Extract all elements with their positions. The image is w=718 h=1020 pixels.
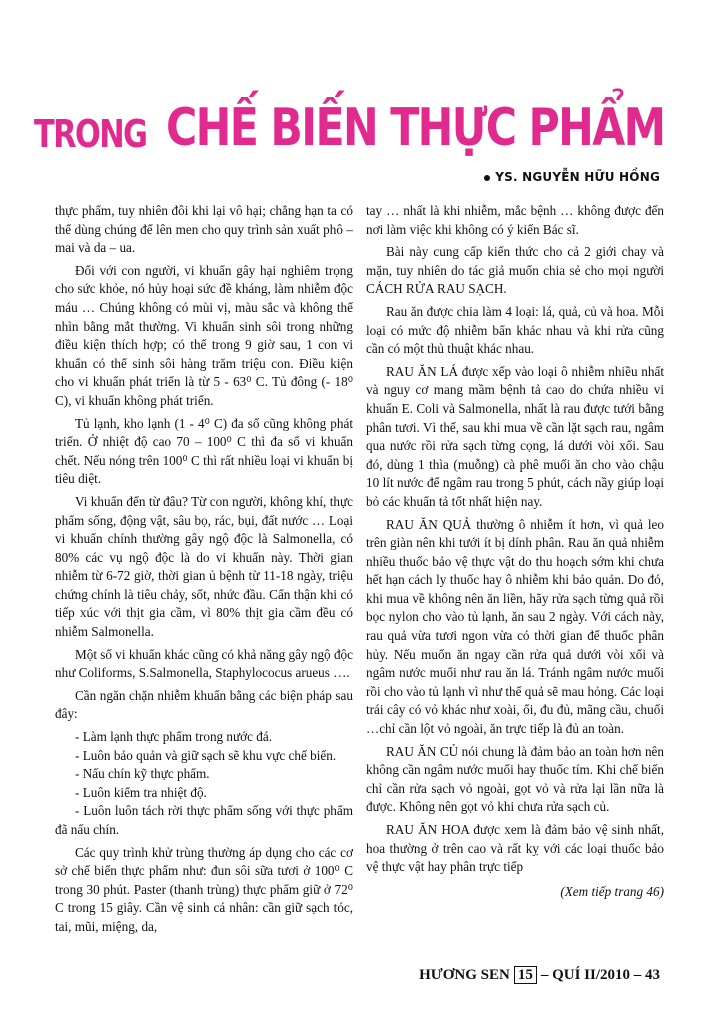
paragraph: Bài này cung cấp kiến thức cho cả 2 giới chay và mặn, tuy nhiên do tác giả muốn chia sẻ cho mọi người CÁCH RỬA RAU SẠCH. xyxy=(366,244,664,297)
paragraph: Một số vi khuẩn khác cũng có khả năng gây ngộ độc như Coliforms, S.Salmonella, Staphylococus arueus …. xyxy=(55,646,353,681)
issue-period: – QUÍ II/2010 – 43 xyxy=(540,967,660,983)
paragraph: Rau ăn được chia làm 4 loại: lá, quả, củ và hoa. Mỗi loại có mức độ nhiễm bẩn khác nhau và khi rửa cũng cần có một thủ thuật khác nhau. xyxy=(366,303,664,357)
paragraph: Tủ lạnh, kho lạnh (1 - 4⁰ C) đa số cũng không phát triển. Ở nhiệt độ cao 70 – 100⁰ C thì đa số vi khuẩn chết. Nếu nóng trên 100⁰ C thì rất nhiều loại vi khuẩn bị tiêu diệt. xyxy=(55,415,353,487)
paragraph: RAU ĂN HOA được xem là đảm bảo vệ sinh nhất, hoa thường ở trên cao và rất kỵ với các loại thuốc bảo vệ thực vật hay phân trực tiếp xyxy=(366,822,664,875)
bullet-icon xyxy=(484,175,490,181)
left-column xyxy=(55,202,353,941)
paragraph: RAU ĂN QUẢ thường ô nhiễm ít hơn, vì quả leo trên giàn nên khi tưới ít bị dính phân. Rau ăn quả nhiễm nhiều thuốc bảo vệ thực vật do thu hoạch sớm khi chưa hết hạn cách ly thuốc hay ô nhiễm khi bảo quản. Do đó, khi mua về không nên ăn liền, hãy rửa sạch từng quả rồi bọc nylon cho vào tủ lạnh, ăn sau 2 ngày. Với cách này, rau quả vừa tươi ngon vừa có thời gian để thuốc phân hủy. Nếu muốn ăn ngay cần rửa quả dưới vòi xối và ngâm nước muối như rau ăn lá. Tránh ngâm nước muối rồi cho vào tủ lạnh vì như thế quả sẽ mau hỏng. Các loại trái cây có vỏ khác như xoài, ổi, đu đủ, mãng cầu, chuối …chỉ cần lột vỏ ngoài, ăn trực tiếp là đủ an toàn. xyxy=(366,516,664,737)
page-footer xyxy=(419,966,660,984)
paragraph: Các quy trình khử trùng thường áp dụng cho các cơ sở chế biến thực phẩm như: đun sôi sữa tươi ở 100⁰ C trong 30 phút. Paster (thanh trùng) thực phẩm giữ ở 72⁰ C trong 15 giây. Cần vệ sinh cá nhân: cần giữ sạch tóc, tai, mũi, miệng, da, xyxy=(55,844,353,934)
measure-item: - Luôn kiểm tra nhiệt độ. xyxy=(75,784,207,800)
measure-item: - Làm lạnh thực phẩm trong nước đá. xyxy=(75,729,273,745)
author-byline xyxy=(484,170,660,184)
author-name: YS. NGUYỄN HỮU HỒNG xyxy=(495,170,660,184)
paragraph: Vi khuẩn đến từ đâu? Từ con người, không khí, thực phẩm sống, động vật, sâu bọ, rác, bụi, đất nước … Loại vi khuẩn chính thường gây ngộ độc là Salmonella, có 80% các vụ ngộ độc là do vi khuẩn này. Thời gian nhiễm từ 6-72 giờ, thời gian ủ bệnh từ 11-18 ngày, triệu chứng chính là tiêu chảy, sốt, nhức đầu. Cẩn thận khi có tiếp xúc với thịt gia cầm, vì 80% thịt gia cầm đều có nhiễm Salmonella. xyxy=(55,493,353,640)
headline-prefix: TRONG xyxy=(34,112,147,156)
measure-item: - Luôn luôn tách rời thực phẩm sống với thực phẩm đã nấu chín. xyxy=(55,803,353,837)
paragraph: Đối với con người, vi khuẩn gây hại nghiêm trọng cho sức khỏe, nó hủy hoại sức đề kháng, làm nhiễm độc máu … Chúng không có mùi vị, màu sắc và không thể nhìn bằng mắt thường. Vi khuẩn sinh sôi trong những điều kiện thích hợp; có thể trong 9 giờ sau, 1 con vi khuẩn có thể sinh sôi hàng trăm triệu con. Điều kiện cho vi khuẩn phát triển là từ 5 - 63⁰ C. Tủ đông (- 18⁰ C), vi khuẩn không phát triển. xyxy=(55,262,353,408)
issue-number: 15 xyxy=(514,966,537,984)
paragraph: Cần ngăn chặn nhiễm khuẩn bằng các biện pháp sau đây: xyxy=(55,687,353,722)
measure-item: - Nấu chín kỹ thực phẩm. xyxy=(75,766,210,782)
headline-main: CHẾ BIẾN THỰC PHẨM xyxy=(166,98,665,158)
paragraph: RAU ĂN LÁ được xếp vào loại ô nhiễm nhiều nhất và nguy cơ mang mầm bệnh tả cao do chứa nhiều vi khuẩn E. Coli và Salmonella, nhất là rau được tưới bằng phân tươi. Vì thế, sau khi mua về cần lặt sạch rau, ngâm qua nước rồi rửa sạch từng cọng, lá dưới vòi xối. Sau đó, dùng 1 thìa (muỗng) cà phê muối ăn cho vào chậu 10 lít nước để ngâm rau trong 5 phút, cách nầy giúp loại bỏ các khuẩn tả tốt nhất hiện nay. xyxy=(366,363,664,509)
paragraph: tay … nhất là khi nhiễm, mắc bệnh … không được đến nơi làm việc khi không có ý kiến Bác sĩ. xyxy=(366,203,664,237)
magazine-name: HƯƠNG SEN xyxy=(419,967,510,983)
measure-item: - Luôn bảo quản và giữ sạch sẽ khu vực chế biến. xyxy=(75,747,337,763)
continued-note: (Xem tiếp trang 46) xyxy=(560,883,664,899)
article-headline xyxy=(34,98,684,168)
paragraph: thực phẩm, tuy nhiên đôi khi lại vô hại; chẳng hạn ta có thể dùng chúng để lên men cho quy trình sản xuất phô – mai và da – ua. xyxy=(55,203,353,256)
paragraph: RAU ĂN CỦ nói chung là đảm bảo an toàn hơn nên không cần ngâm nước muối hay thuốc tím. Khi chế biến chỉ cần rửa sạch vỏ ngoài, gọt vỏ và rửa lại lần nữa là được. Không nên gọt vỏ khi chưa rửa sạch củ. xyxy=(366,743,664,815)
right-column xyxy=(366,202,664,901)
